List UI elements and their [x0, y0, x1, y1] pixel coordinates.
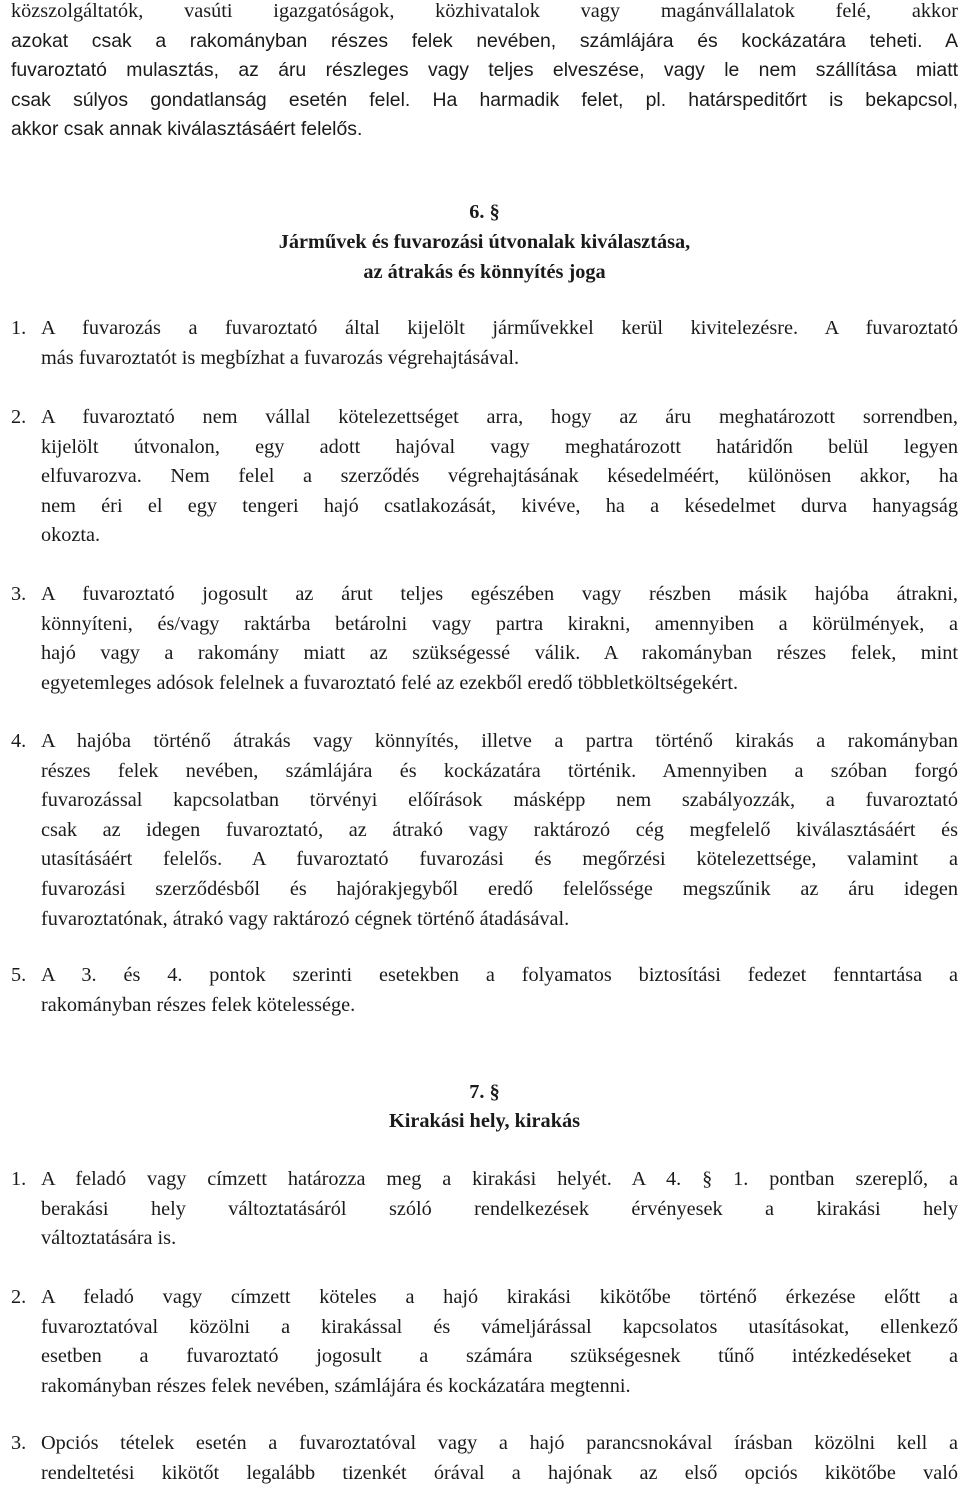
paragraph-line: csak az idegen fuvaroztató, az átrakó vagy raktározó cég megfelelő kiválasztásáért és [41, 818, 958, 841]
paragraph-line: fuvaroztatóval közölni a kirakással és vámeljárással kapcsolatos utasításokat, ellenkező [41, 1315, 958, 1338]
paragraph-line: hajó vagy a rakomány miatt az szükségessé válik. A rakományban részes felek, mint [41, 642, 958, 665]
paragraph-line: nem éri el egy tengeri hajó csatlakozását, kivéve, ha a késedelmet durva hanyagság [41, 494, 958, 517]
intro-line: akkor csak annak kiválasztásáért felelős. [11, 118, 363, 141]
paragraph-line: A fuvaroztató nem vállal kötelezettséget arra, hogy az áru meghatározott sorrendben, [41, 406, 958, 428]
paragraph-line: más fuvaroztatót is megbízhat a fuvarozás végrehajtásával. [41, 346, 520, 369]
section-6-number: 6. § [469, 201, 500, 223]
intro-line: fuvaroztató mulasztás, az áru részleges vagy teljes elveszése, vagy le nem szállítása miatt [11, 59, 958, 82]
intro-line: azokat csak a rakományban részes felek nevében, számlájára és kockázatára teheti. A [11, 29, 958, 52]
section-7-title: Kirakási hely, kirakás [388, 1110, 581, 1132]
paragraph-number: 3. [11, 1432, 27, 1454]
paragraph-line: okozta. [41, 524, 101, 547]
paragraph-line: fuvarozási szerződésből és hajórakjegyből eredő felelőssége megszűnik az áru idegen [41, 877, 958, 900]
intro-line: csak súlyos gondatlanság esetén felel. Ha harmadik felet, pl. határspeditőrt is bekapcsol, [11, 88, 958, 111]
paragraph-line: A feladó vagy címzett köteles a hajó kirakási kikötőbe történő érkezése előtt a [41, 1286, 958, 1308]
paragraph-number: 2. [11, 1286, 27, 1308]
section-7-number: 7. § [469, 1081, 500, 1103]
paragraph-line: A hajóba történő átrakás vagy könnyítés, illetve a partra történő kirakás a rakományban [41, 730, 958, 752]
paragraph-line: A fuvarozás a fuvaroztató által kijelölt járművekkel kerül kivitelezésre. A fuvaroztató [41, 317, 958, 339]
section-6-paragraph-4 [11, 727, 958, 934]
paragraph-line: A 3. és 4. pontok szerinti esetekben a folyamatos biztosítási fedezet fenntartása a [41, 964, 958, 986]
paragraph-line: esetben a fuvaroztató jogosult a számára szükségesnek tűnő intézkedéseket a [41, 1345, 958, 1368]
paragraph-line: A fuvaroztató jogosult az árut teljes egészében vagy részben másik hajóba átrakni, [41, 583, 958, 605]
paragraph-number: 1. [11, 317, 27, 339]
paragraph-number: 5. [11, 964, 27, 986]
intro-line: közszolgáltatók, vasúti igazgatóságok, közhivatalok vagy magánvállalatok felé, akkor [11, 0, 958, 22]
paragraph-line: rakományban részes felek kötelessége. [41, 993, 356, 1016]
paragraph-line: részes felek nevében, számlájára és kockázatára történik. Amennyiben a szóban forgó [41, 759, 958, 782]
paragraph-number: 2. [11, 406, 27, 428]
section-6-paragraph-5 [11, 961, 958, 1020]
paragraph-number: 4. [11, 730, 27, 752]
section-6-paragraph-3 [11, 580, 958, 698]
paragraph-line: változtatására is. [41, 1227, 177, 1250]
paragraph-line: utasításáért felelős. A fuvaroztató fuvarozási és megőrzési kötelezettsége, valamint a [41, 848, 958, 871]
paragraph-line: kijelölt útvonalon, egy adott hajóval vagy meghatározott határidőn belül legyen [41, 435, 958, 458]
paragraph-number: 1. [11, 1168, 27, 1190]
section-6-paragraph-2 [11, 403, 958, 551]
paragraph-line: fuvaroztatónak, átrakó vagy raktározó cégnek történő átadásával. [41, 907, 570, 930]
paragraph-line: elfuvarozva. Nem felel a szerződés végrehajtásának késedelméért, különösen akkor, ha [41, 465, 958, 488]
paragraph-line: berakási hely változtatásáról szóló rendelkezések érvényesek a kirakási hely [41, 1197, 958, 1220]
paragraph-line: rakományban részes felek nevében, számlájára és kockázatára megtenni. [41, 1374, 631, 1397]
paragraph-line: fuvarozással kapcsolatban törvényi előírások másképp nem szabályozzák, a fuvaroztató [41, 789, 958, 812]
section-7-paragraph-1 [11, 1165, 958, 1254]
section-7-paragraph-3 [11, 1429, 958, 1488]
paragraph-line: Opciós tételek esetén a fuvaroztatóval vagy a hajó parancsnokával írásban közölni kell a [41, 1432, 958, 1454]
paragraph-line: rendeltetési kikötőt legalább tizenkét órával a hajónak az első opciós kikötőbe való [41, 1461, 958, 1484]
paragraph-number: 3. [11, 583, 27, 605]
paragraph-line: A feladó vagy címzett határozza meg a kirakási helyét. A 4. § 1. pontban szereplő, a [41, 1168, 958, 1190]
section-6-paragraph-1 [11, 314, 958, 373]
paragraph-line: egyetemleges adósok felelnek a fuvaroztató felé az ezekből eredő többletköltségekért. [41, 671, 739, 694]
section-7-paragraph-2 [11, 1283, 958, 1401]
paragraph-line: könnyíteni, és/vagy raktárba betárolni vagy partra kirakni, amennyiben a körülmények, a [41, 612, 958, 635]
section-6-title-line2: az átrakás és könnyítés joga [363, 261, 606, 283]
section-6-title-line1: Járművek és fuvarozási útvonalak kiválasztása, [278, 231, 691, 253]
intro-text [11, 0, 958, 145]
